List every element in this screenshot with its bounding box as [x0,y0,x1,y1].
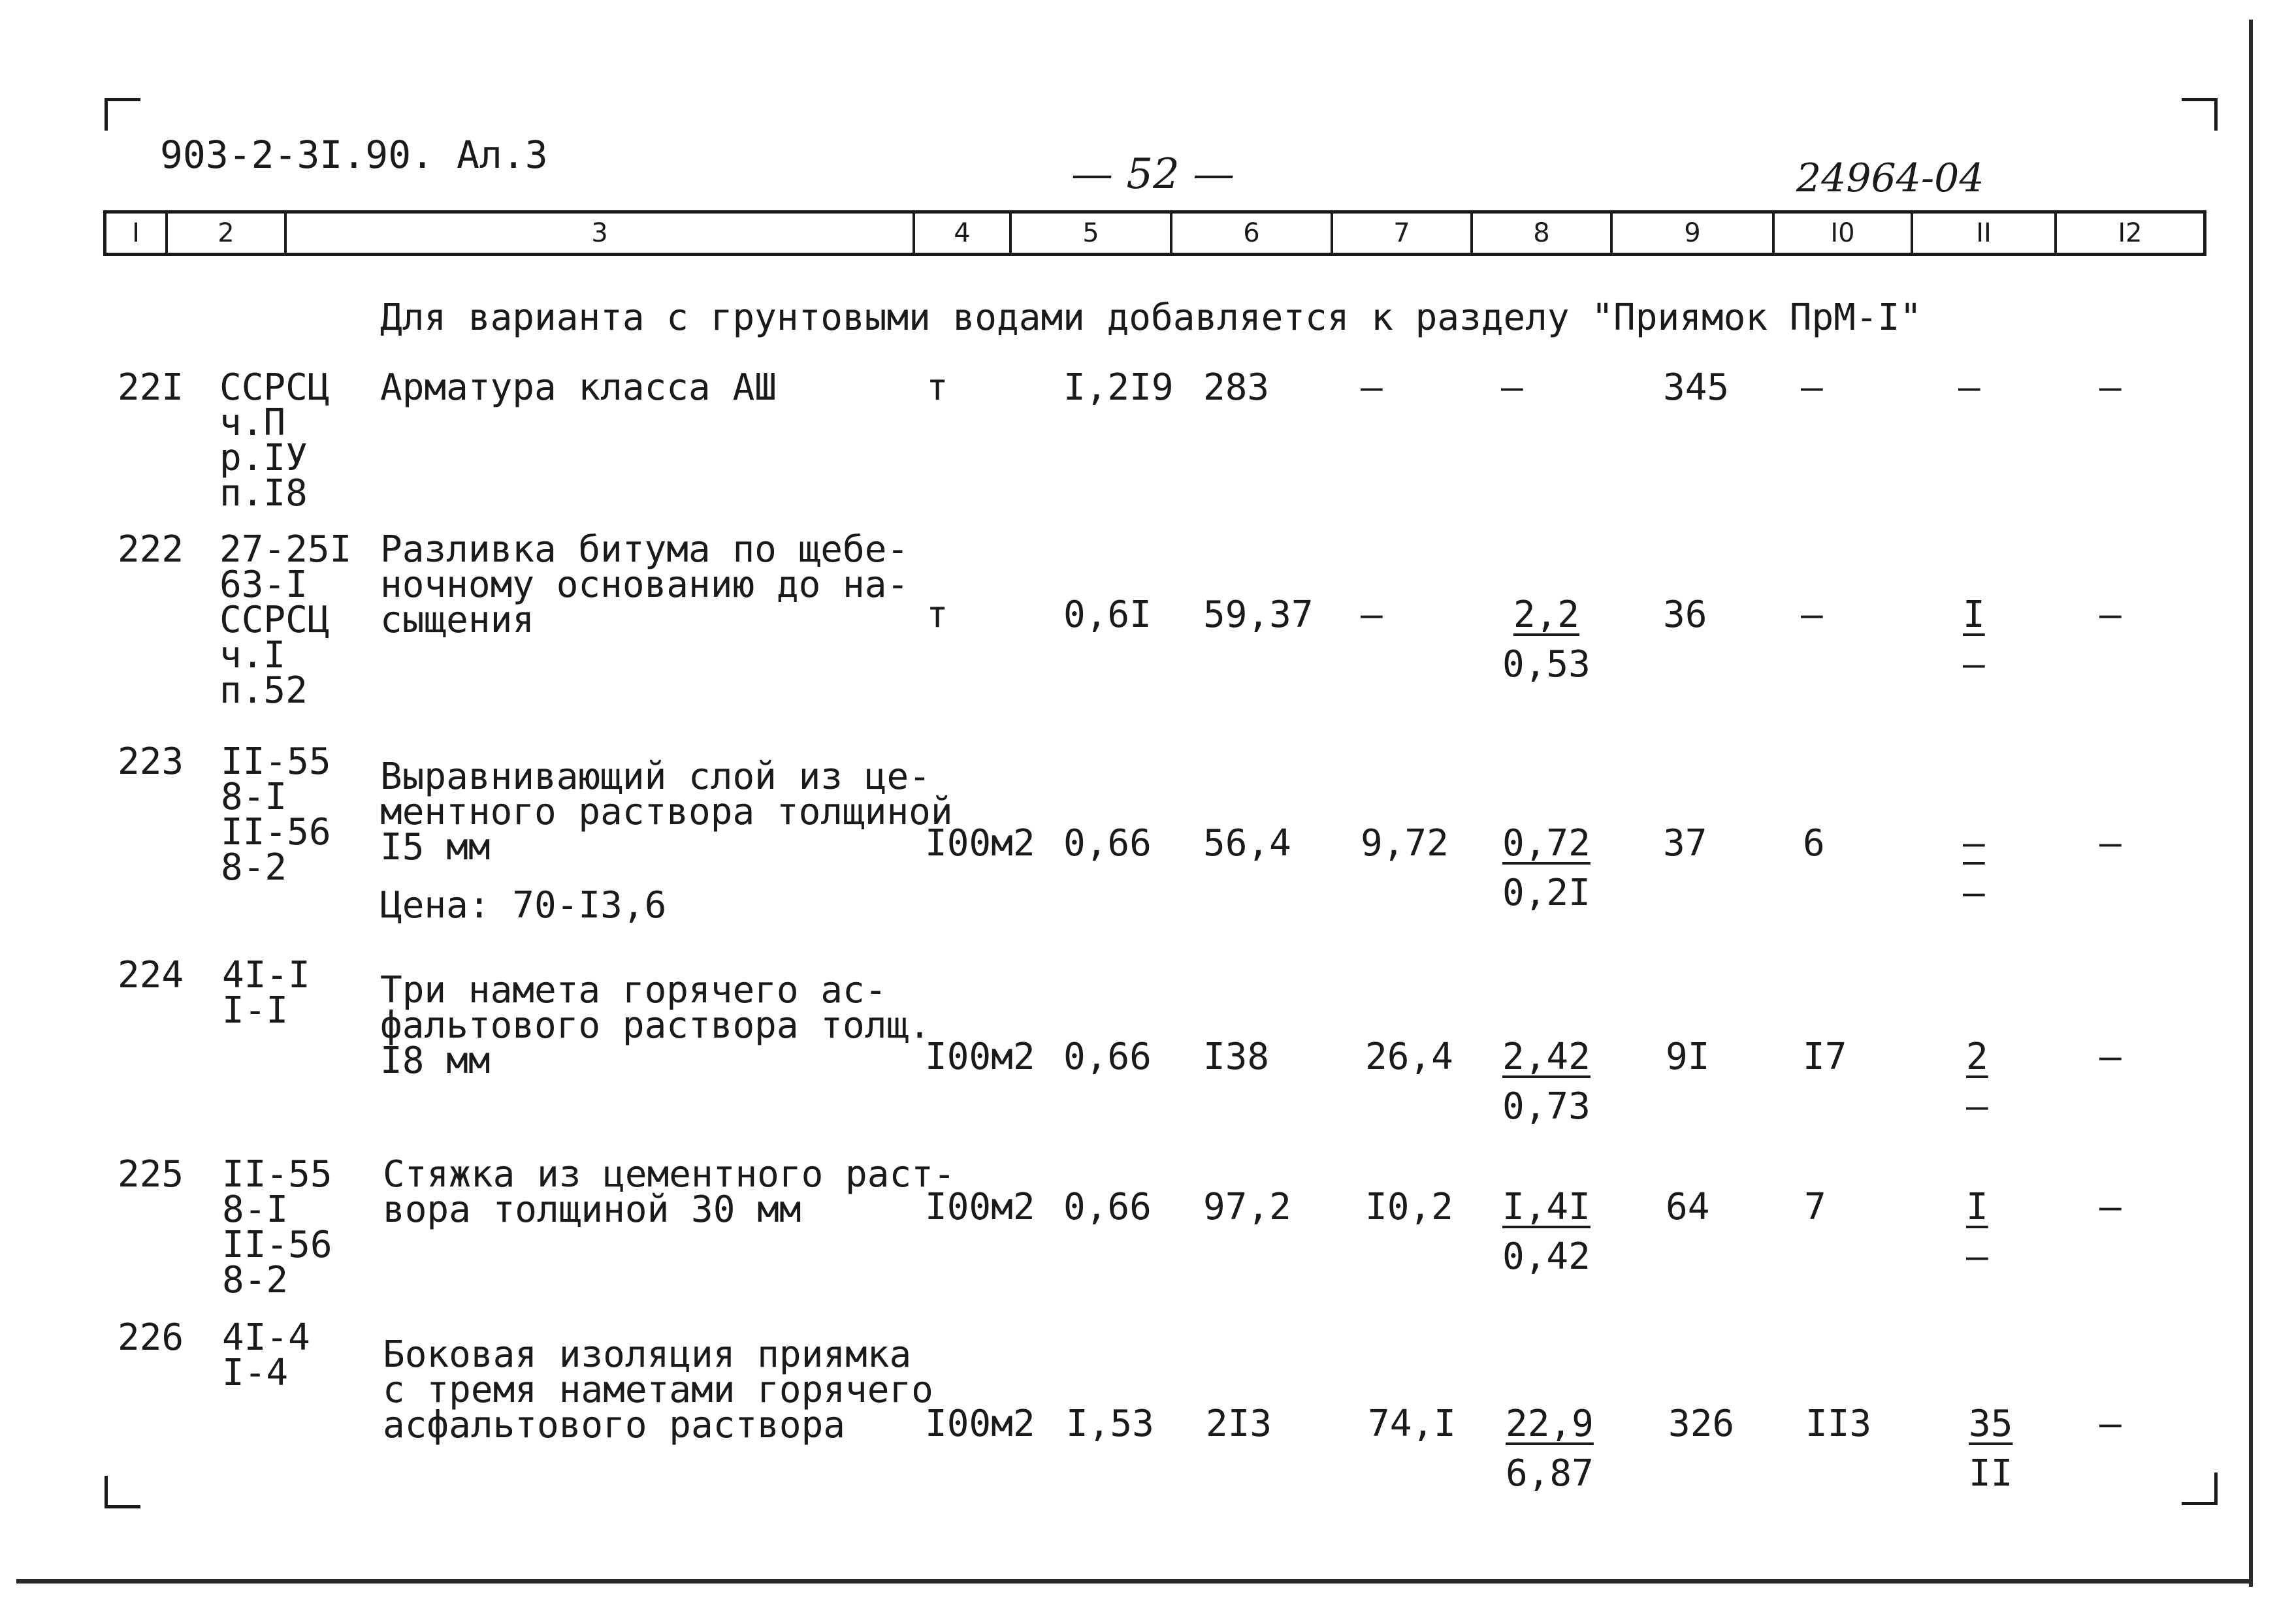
price-code-line: I-I [222,989,289,1032]
column-11-bottom: — [1966,1085,1988,1128]
column-9-value: 345 [1663,366,1730,409]
row-number: 224 [118,954,184,996]
scan-edge-bottom [16,1579,2250,1584]
quantity: I,53 [1066,1403,1154,1445]
column-number-header [103,210,2206,256]
row-number: 222 [118,528,184,571]
column-11-value [1969,1403,2013,1495]
column-7-value: — [1361,594,1383,636]
column-12-value: — [2099,1036,2122,1078]
price-code [222,1316,310,1394]
price-code [219,528,352,712]
column-10-value: — [1801,366,1823,409]
price-code-line: 8-2 [222,1259,289,1301]
column-10-value: 7 [1804,1186,1826,1228]
column-6-value: 56,4 [1203,822,1291,865]
price-code-line: ч.П [219,402,286,444]
column-8-top: 2,42 [1502,1036,1591,1078]
column-11-value [1966,1186,1988,1278]
column-12-value: — [2099,594,2122,636]
column-10-value: II3 [1805,1403,1872,1445]
column-11-top: I [1963,594,1985,636]
description-line: Три намета горячего ас- [380,969,887,1011]
column-11-value [1963,822,1985,914]
column-number: 3 [287,214,915,253]
price-code-line: 8-I [221,776,287,818]
column-7-value: 9,72 [1361,822,1449,865]
description-line: Выравнивающий слой из це- [380,756,931,798]
row-number: 226 [118,1316,184,1359]
description-line: с тремя наметами горячего [383,1369,933,1411]
column-7-value: I0,2 [1365,1186,1453,1228]
column-8-top: 0,72 [1502,822,1591,865]
column-number: II [1913,214,2057,253]
column-10-value: — [1801,594,1823,636]
price-code-line: II-56 [221,811,331,853]
corner-mark-top-left [105,98,140,131]
description-line: вора толщиной 30 мм [383,1188,801,1231]
description-line: Боковая изоляция приямка [383,1333,912,1376]
unit: I00м2 [925,822,1035,865]
unit: т [926,366,948,409]
column-number: 2 [168,214,287,253]
column-8-bottom: 0,53 [1502,643,1591,686]
column-6-value: 2I3 [1206,1403,1272,1445]
column-7-value: — [1361,366,1383,409]
column-9-value: 37 [1663,822,1707,865]
price-code-line: II-55 [221,740,331,783]
row-number: 223 [118,740,184,783]
price-code [222,954,310,1032]
quantity: 0,6I [1063,594,1152,636]
unit: т [926,594,948,636]
column-11-bottom: — [1963,872,1985,914]
description-line: асфальтового раствора [383,1404,846,1446]
column-8-value [1506,1403,1594,1495]
column-7-value: 26,4 [1365,1036,1453,1078]
column-11-bottom: II [1969,1452,2013,1495]
column-number: 9 [1613,214,1775,253]
price-code-line: ч.I [219,634,286,677]
work-description [380,528,909,641]
row-number: 22I [118,366,184,409]
column-8-bottom: 0,73 [1502,1085,1591,1128]
price-code-line: 4I-I [222,954,310,996]
price-code-line: 63-I [219,564,308,606]
price-code-line: ССРСЦ [219,366,330,409]
corner-mark-top-right [2182,98,2218,131]
price-code-line: 8-2 [221,846,287,889]
price-code-line: I-4 [222,1352,289,1394]
column-number: 5 [1012,214,1172,253]
column-11-bottom: — [1966,1235,1988,1278]
column-8-top: 22,9 [1506,1403,1594,1445]
column-8-bottom: 6,87 [1506,1452,1594,1495]
price-code-line: 8-I [222,1188,289,1231]
quantity: I,2I9 [1063,366,1174,409]
price-code-line: п.52 [219,669,308,712]
work-description [380,366,777,409]
column-6-value: 59,37 [1203,594,1314,636]
description-line: I8 мм [380,1040,491,1082]
description-line: I5 мм [380,826,491,868]
column-12-value: — [2099,1403,2122,1445]
column-6-value: I38 [1203,1036,1270,1078]
description-line: Стяжка из цементного раст- [383,1153,956,1196]
column-number: 4 [915,214,1012,253]
page-number: — 52 — [1071,150,1235,199]
price-note: Цена: 70-I3,6 [380,884,667,927]
row-number: 225 [118,1153,184,1196]
corner-mark-bottom-left [105,1476,140,1508]
column-9-value: 36 [1663,594,1707,636]
price-code-line: 4I-4 [222,1316,310,1359]
column-8-value [1502,1036,1591,1128]
price-code-line: ССРСЦ [219,599,330,641]
description-line: Арматура класса АШ [380,366,777,409]
price-code-line: 27-25I [219,528,352,571]
column-8-top: I,4I [1502,1186,1591,1228]
column-9-value: 9I [1666,1036,1710,1078]
column-11-bottom: — [1963,643,1985,686]
column-8-bottom: 0,2I [1502,872,1591,914]
column-number: 7 [1333,214,1473,253]
price-code-line: п.I8 [219,472,308,515]
column-11-value: — [1958,366,1980,409]
unit: I00м2 [925,1036,1035,1078]
column-8-value: — [1501,366,1523,409]
column-11-top: I [1966,1186,1988,1228]
description-line: фальтового раствора толщ. [380,1004,931,1047]
column-6-value: 97,2 [1203,1186,1291,1228]
column-12-value: — [2099,1186,2122,1228]
description-line: ментного раствора толщиной [380,791,953,833]
price-code [222,1153,332,1301]
column-7-value: 74,I [1368,1403,1456,1445]
column-11-top: — [1963,822,1985,865]
price-code-line: II-55 [222,1153,332,1196]
inventory-number: 24964-04 [1796,155,1984,201]
column-number: I2 [2118,218,2142,248]
column-11-value [1963,594,1985,686]
description-line: сыщения [380,599,535,641]
column-11-top: 2 [1966,1036,1988,1078]
column-8-value [1502,1186,1591,1278]
column-number: 6 [1172,214,1333,253]
description-line: ночному основанию до на- [380,564,909,606]
column-12-value: — [2099,822,2122,865]
work-description [380,756,953,868]
column-10-value: 6 [1803,822,1825,865]
column-6-value: 283 [1203,366,1270,409]
document-code: 903-2-3I.90. Ал.3 [160,133,548,177]
column-number: 8 [1473,214,1613,253]
quantity: 0,66 [1063,822,1152,865]
column-number: I0 [1775,214,1913,253]
price-code [219,366,330,515]
section-title: Для варианта с грунтовыми водами добавляется к разделу "Приямок ПрМ-I" [380,296,1922,339]
column-11-value [1966,1036,1988,1128]
work-description [383,1333,933,1446]
column-8-bottom: 0,42 [1502,1235,1591,1278]
column-9-value: 326 [1668,1403,1735,1445]
work-description [383,1153,956,1231]
unit: I00м2 [925,1186,1035,1228]
quantity: 0,66 [1063,1036,1152,1078]
column-8-value [1502,822,1591,914]
column-12-value: — [2099,366,2122,409]
quantity: 0,66 [1063,1186,1152,1228]
work-description [380,969,931,1082]
corner-mark-bottom-right [2182,1473,2218,1505]
column-11-top: 35 [1969,1403,2013,1445]
price-code [221,740,331,889]
description-line: Разливка битума по щебе- [380,528,909,571]
column-8-top: 2,2 [1513,594,1579,636]
unit: I00м2 [925,1403,1035,1445]
column-9-value: 64 [1666,1186,1710,1228]
column-8-value [1502,594,1591,686]
column-number: I [106,214,168,253]
price-code-line: II-56 [222,1224,332,1266]
scan-edge-right [2249,20,2253,1587]
price-code-line: р.IУ [219,437,308,479]
column-10-value: I7 [1803,1036,1847,1078]
